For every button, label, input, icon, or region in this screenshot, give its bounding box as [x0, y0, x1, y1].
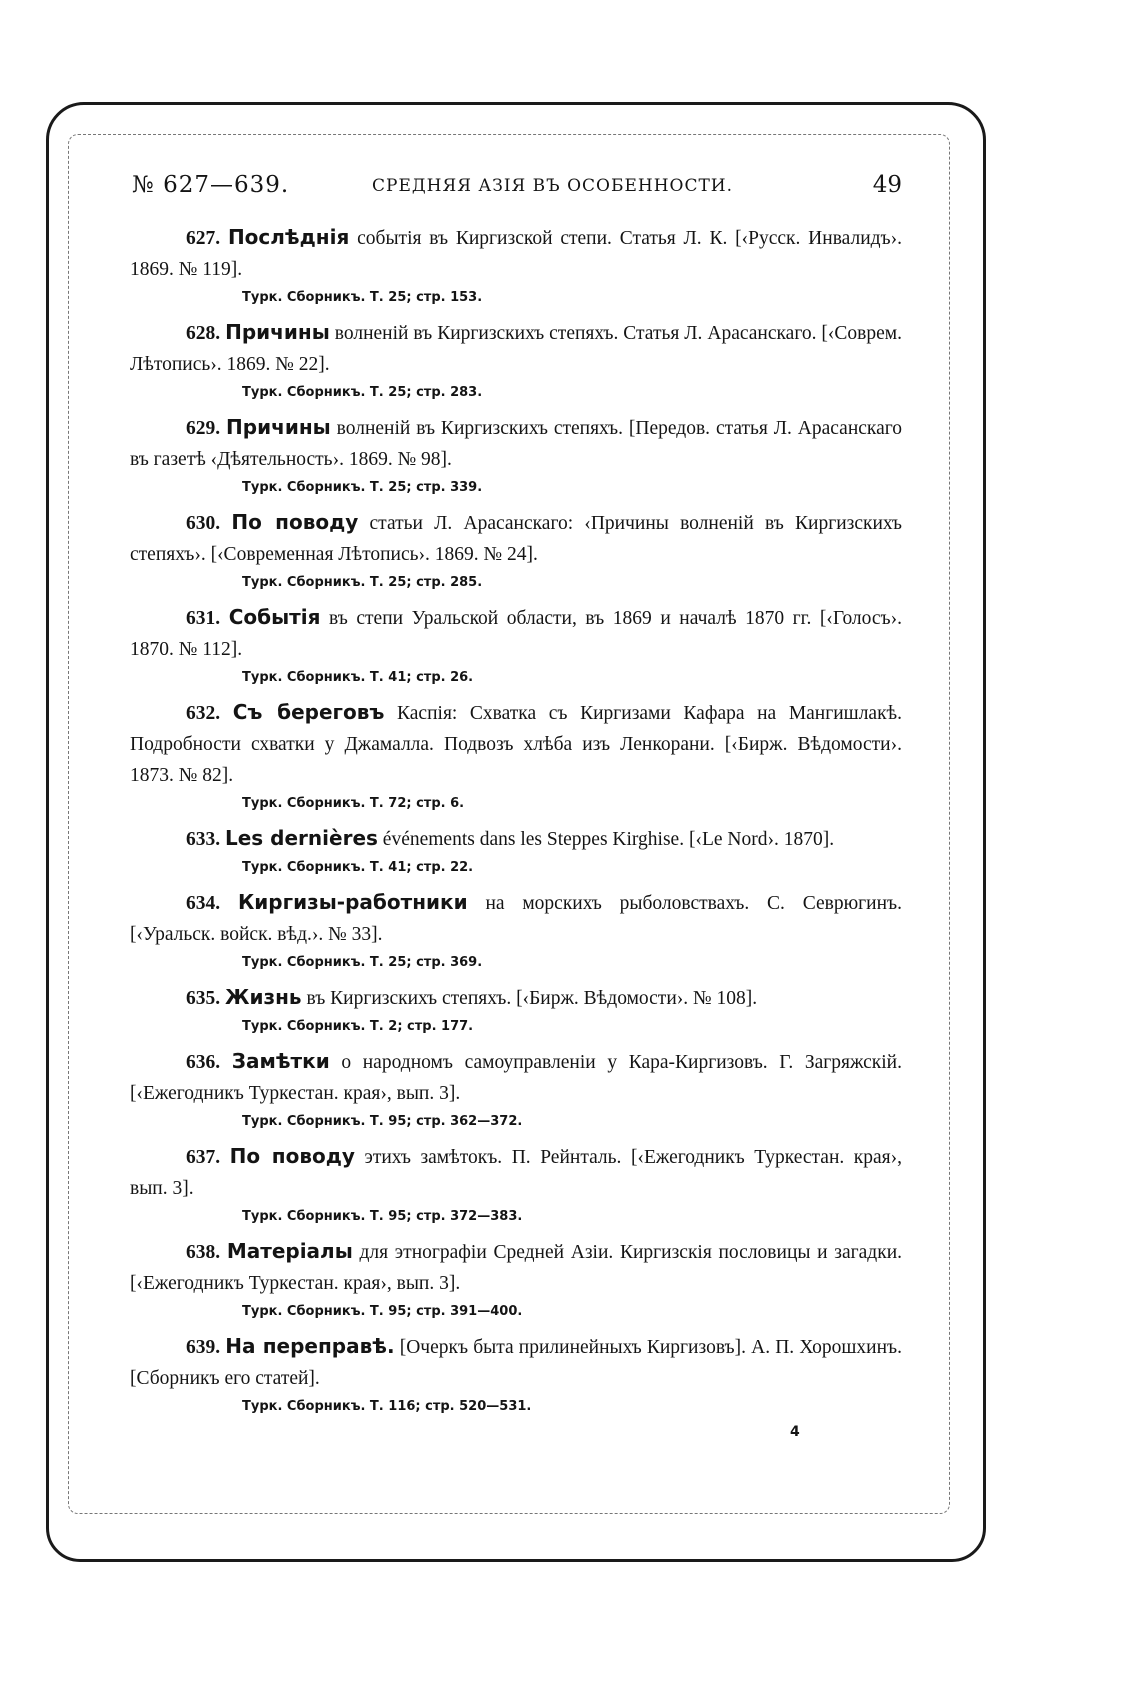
entry-text	[130, 887, 902, 950]
entry-description: событія въ Киргизской степи. Статья Л. К. [‹Русск. Инвалидъ›. 1869. № 119].	[130, 228, 903, 280]
entry-description: [Очеркъ быта прилинейныхъ Киргизовъ]. А. П. Хорошхинъ. [Сборникъ его статей].	[130, 1337, 903, 1389]
page-number: 49	[872, 172, 902, 198]
entry-heading: Жизнь	[225, 985, 302, 1009]
entry-description: Каспія: Схватка съ Киргизами Кафара на Мангишлакѣ. Подробности схватки у Джамалла. Подвозъ хлѣба изъ Ленкорани. [‹Бирж. Вѣдомости›. 1873. № 82].	[130, 703, 903, 786]
entry-reference: Турк. Сборникъ. Т. 25; стр. 283.	[242, 385, 483, 400]
entry-reference: Турк. Сборникъ. Т. 116; стр. 520—531.	[242, 1399, 532, 1414]
entry-description: статьи Л. Арасанскаго: ‹Причины волненій въ Киргизскихъ степяхъ›. [‹Современная Лѣтопись›. 1869. № 24].	[130, 513, 903, 565]
entry-heading: Событія	[228, 605, 321, 629]
entry-range: № 627—639.	[132, 172, 290, 198]
bibliography-entry-631	[130, 602, 902, 691]
entry-description: волненій въ Киргизскихъ степяхъ. [Передов. статья Л. Арасанскаго въ газетѣ ‹Дѣятельность›. 1869. № 98].	[130, 418, 903, 470]
entry-heading: На переправѣ.	[225, 1334, 395, 1358]
bibliography-entry-637	[130, 1141, 902, 1230]
entry-reference: Турк. Сборникъ. Т. 2; стр. 177.	[242, 1019, 474, 1034]
entry-description: для этнографіи Средней Азіи. Киргизскія пословицы и загадки. [‹Ежегодникъ Туркестан. края›, вып. 3].	[130, 1242, 903, 1294]
entry-reference: Турк. Сборникъ. Т. 72; стр. 6.	[242, 796, 465, 811]
entry-heading: Послѣднія	[227, 225, 350, 249]
entry-heading: Причины	[226, 415, 331, 439]
bibliography-entry-634	[130, 887, 902, 976]
bibliography-entry-629	[130, 412, 902, 501]
entry-heading: По поводу	[229, 1144, 355, 1168]
bibliography-entry-638	[130, 1236, 902, 1325]
entry-number: 637.	[186, 1147, 221, 1168]
entry-number: 631.	[186, 608, 221, 629]
entry-number: 632.	[186, 703, 221, 724]
entry-text	[130, 412, 902, 475]
entry-text	[130, 1331, 902, 1394]
entry-number: 627.	[186, 228, 221, 249]
bibliography-entry-628	[130, 317, 902, 406]
entry-number: 639.	[186, 1337, 221, 1358]
entry-text	[130, 823, 902, 855]
entry-reference: Турк. Сборникъ. Т. 95; стр. 391—400.	[242, 1304, 523, 1319]
entry-heading: Причины	[225, 320, 330, 344]
entry-text	[130, 1141, 902, 1204]
bibliography-entry-630	[130, 507, 902, 596]
entry-text	[130, 602, 902, 665]
entry-number: 634.	[186, 893, 221, 914]
entry-text	[130, 982, 902, 1014]
entry-number: 633.	[186, 829, 221, 850]
entry-heading: Киргизы-работники	[237, 890, 468, 914]
entry-number: 630.	[186, 513, 221, 534]
entry-number: 635.	[186, 988, 221, 1009]
entry-description: о народномъ самоуправленіи у Кара-Киргизовъ. Г. Загряжскій. [‹Ежегодникъ Туркестан. края›, вып. 3].	[130, 1052, 902, 1104]
bibliography-list	[130, 222, 902, 1426]
entry-reference: Турк. Сборникъ. Т. 25; стр. 369.	[242, 955, 483, 970]
bibliography-entry-633	[130, 823, 902, 881]
running-header	[132, 172, 902, 212]
entry-reference: Турк. Сборникъ. Т. 25; стр. 153.	[242, 290, 483, 305]
entry-number: 629.	[186, 418, 221, 439]
entry-heading: Les dernières	[225, 826, 378, 850]
entry-heading: Замѣтки	[231, 1049, 330, 1073]
entry-description: événements dans les Steppes Kirghise. [‹Le Nord›. 1870].	[382, 829, 835, 850]
entry-description: на морскихъ рыболовствахъ. С. Севрюгинъ. [‹Уральск. войск. вѣд.›. № 33].	[130, 893, 902, 945]
bibliography-entry-627	[130, 222, 902, 311]
printer-signature-mark: 4	[790, 1424, 800, 1440]
entry-heading: Матеріалы	[226, 1239, 353, 1263]
bibliography-entry-635	[130, 982, 902, 1040]
entry-text	[130, 222, 902, 285]
entry-description: этихъ замѣтокъ. П. Рейнталь. [‹Ежегодникъ Туркестан. края›, вып. 3].	[130, 1147, 903, 1199]
entry-description: волненій въ Киргизскихъ степяхъ. Статья Л. Арасанскаго. [‹Соврем. Лѣтопись›. 1869. № 22].	[130, 323, 903, 375]
entry-number: 628.	[186, 323, 221, 344]
entry-reference: Турк. Сборникъ. Т. 25; стр. 285.	[242, 575, 483, 590]
entry-reference: Турк. Сборникъ. Т. 25; стр. 339.	[242, 480, 483, 495]
section-title: СРЕДНЯЯ АЗІЯ ВЪ ОСОБЕННОСТИ.	[372, 176, 734, 196]
entry-reference: Турк. Сборникъ. Т. 95; стр. 372—383.	[242, 1209, 523, 1224]
entry-text	[130, 1046, 902, 1109]
entry-number: 638.	[186, 1242, 221, 1263]
bibliography-entry-632	[130, 697, 902, 817]
entry-description: въ степи Уральской области, въ 1869 и началѣ 1870 гг. [‹Голосъ›. 1870. № 112].	[130, 608, 903, 660]
bibliography-entry-636	[130, 1046, 902, 1135]
entry-reference: Турк. Сборникъ. Т. 41; стр. 22.	[242, 860, 474, 875]
entry-text	[130, 507, 902, 570]
entry-text	[130, 697, 902, 791]
entry-description: въ Киргизскихъ степяхъ. [‹Бирж. Вѣдомости›. № 108].	[306, 988, 758, 1009]
entry-text	[130, 1236, 902, 1299]
bibliography-entry-639	[130, 1331, 902, 1420]
entry-reference: Турк. Сборникъ. Т. 95; стр. 362—372.	[242, 1114, 523, 1129]
entry-heading: По поводу	[231, 510, 359, 534]
entry-reference: Турк. Сборникъ. Т. 41; стр. 26.	[242, 670, 474, 685]
entry-text	[130, 317, 902, 380]
entry-number: 636.	[186, 1052, 221, 1073]
entry-heading: Съ береговъ	[232, 700, 385, 724]
